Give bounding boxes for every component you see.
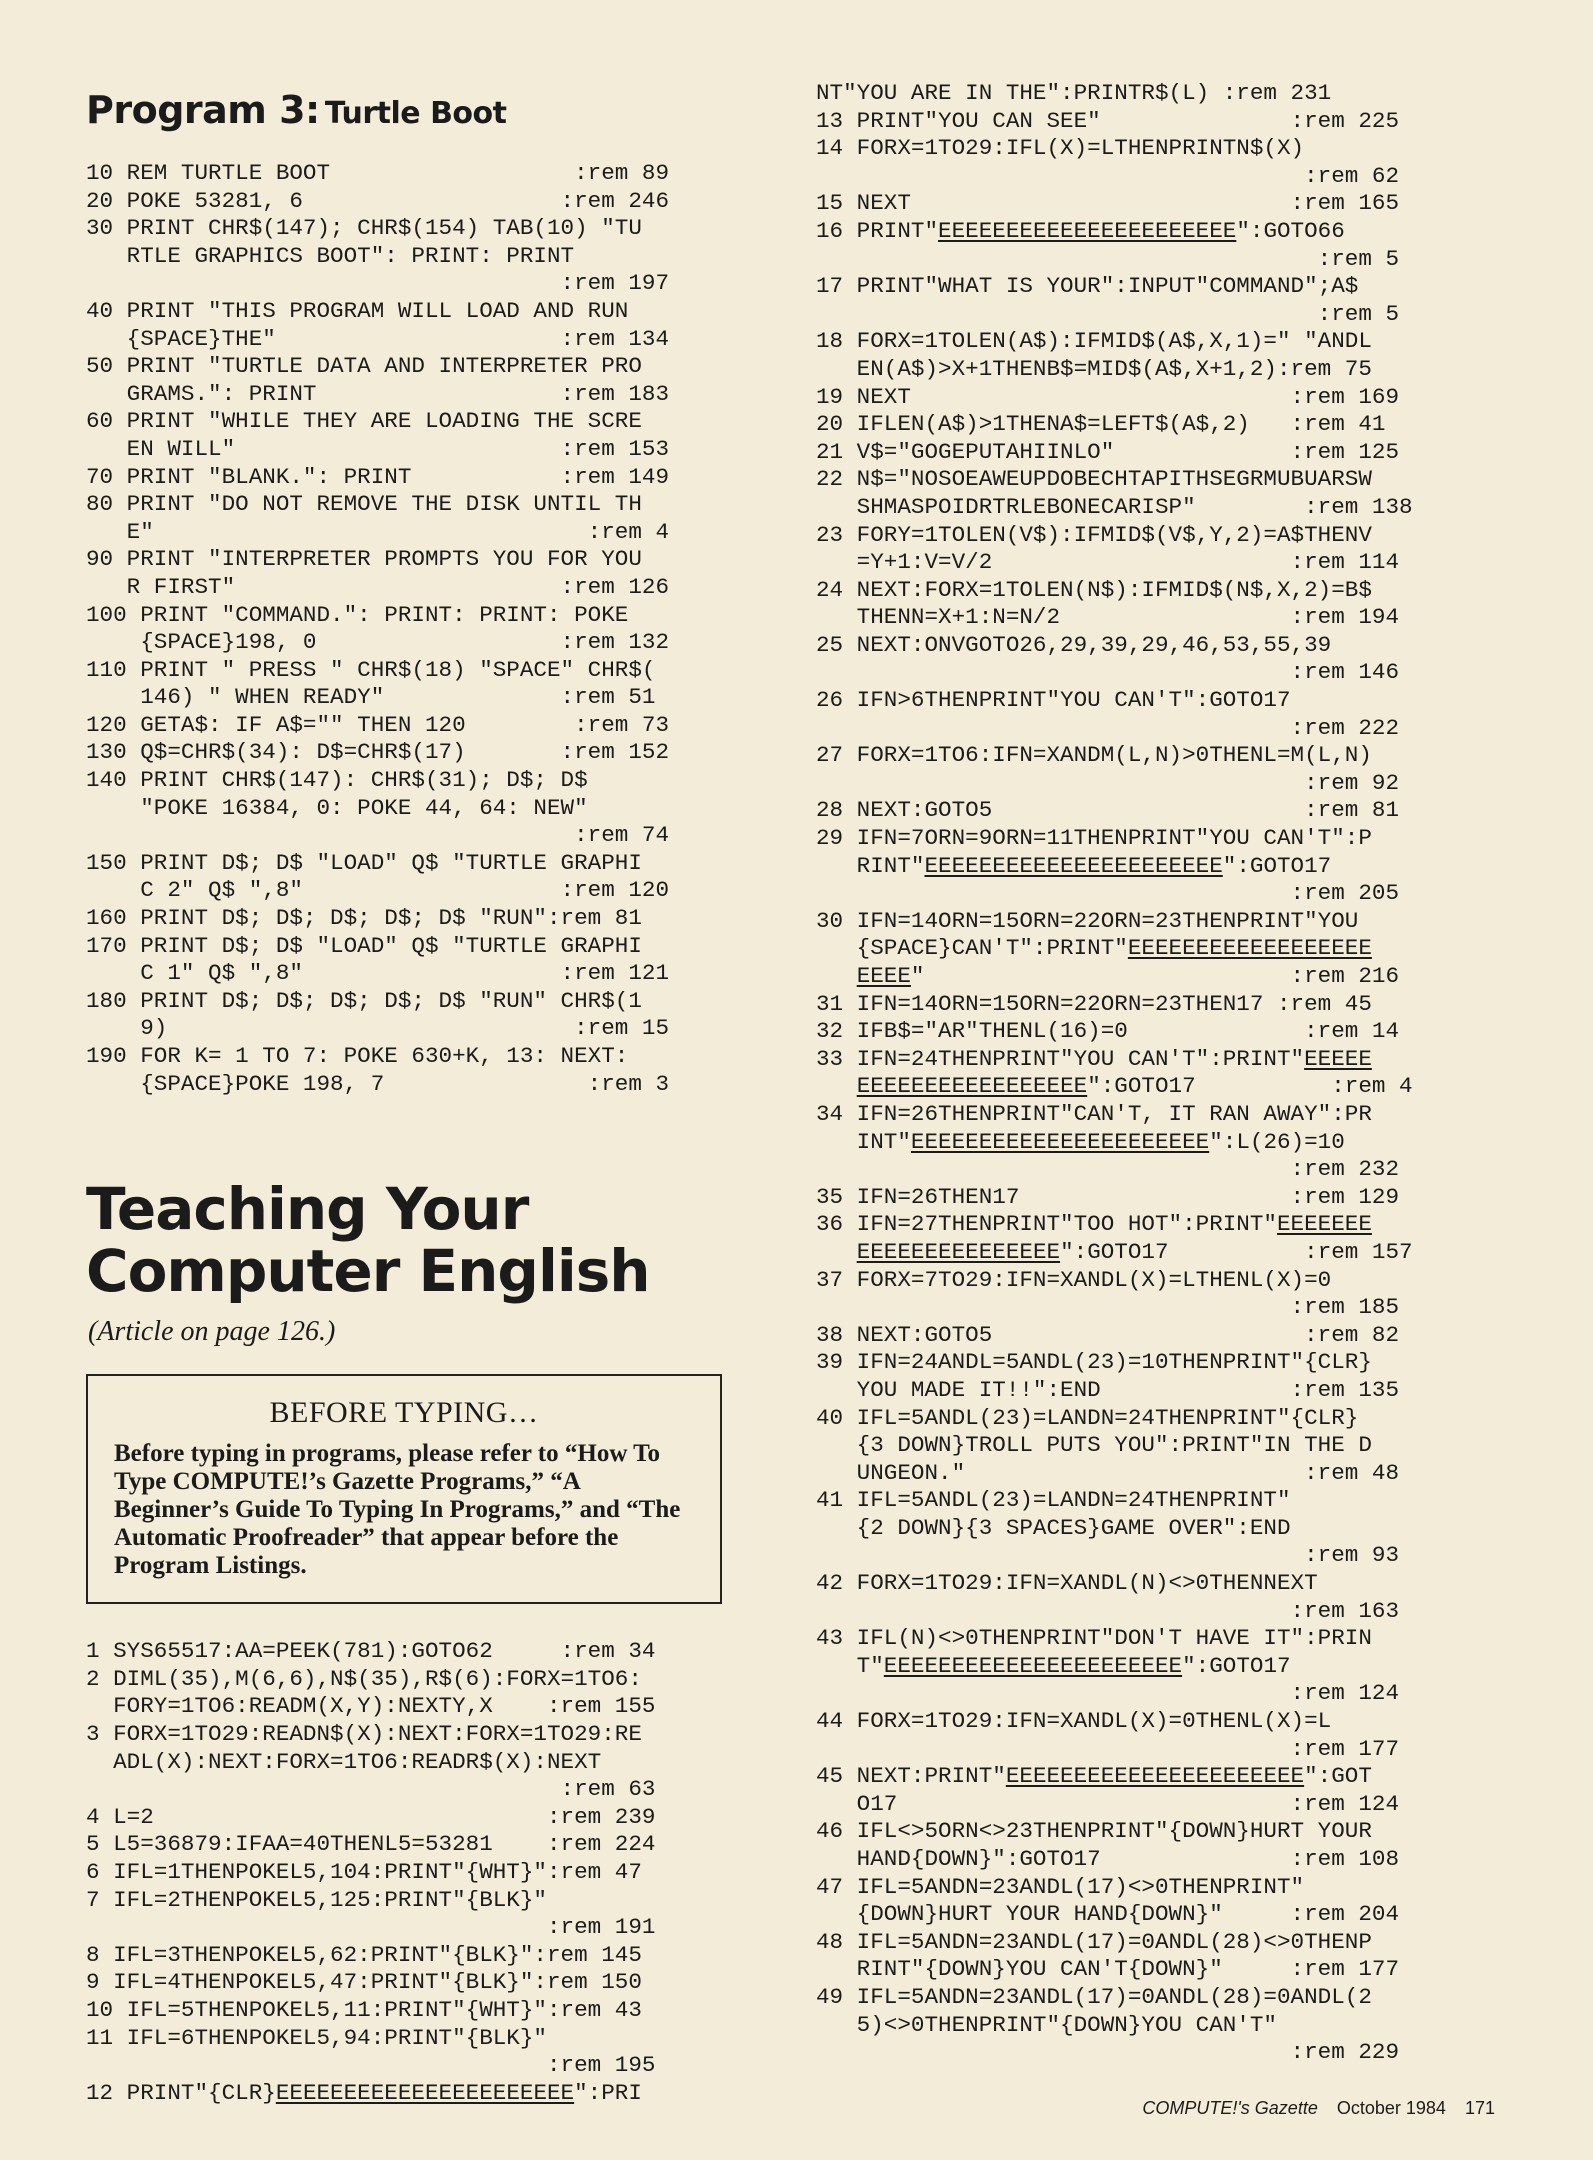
article-title-line-1: Teaching Your [86, 1175, 529, 1244]
code-line: 20 POKE 53281, 6 :rem 246 [86, 187, 670, 214]
code-line: R FIRST" :rem 126 [86, 573, 670, 600]
code-line: 150 PRINT D$; D$ "LOAD" Q$ "TURTLE GRAPHI [86, 849, 642, 876]
code-line: 40 IFL=5ANDL(23)=LANDN=24THENPRINT"{CLR} [816, 1404, 1359, 1431]
code-line: 11 IFL=6THENPOKEL5,94:PRINT"{BLK}" [86, 2024, 547, 2051]
page-footer [1142, 2098, 1495, 2119]
code-line: UNGEON." :rem 48 [816, 1459, 1400, 1486]
code-line: GRAMS.": PRINT :rem 183 [86, 380, 670, 407]
code-line: RINT"{DOWN}YOU CAN'T{DOWN}" :rem 177 [816, 1956, 1400, 1983]
code-line: HAND{DOWN}":GOTO17 :rem 108 [816, 1846, 1400, 1872]
code-line: :rem 177 [816, 1735, 1400, 1762]
code-line: O17 :rem 124 [816, 1790, 1400, 1817]
code-line: E" :rem 4 [86, 518, 670, 545]
code-line: 180 PRINT D$; D$; D$; D$; D$ "RUN" CHR$(1 [86, 987, 642, 1014]
before-typing-box [86, 1374, 722, 1604]
code-line: 35 IFN=26THEN17 :rem 129 [816, 1183, 1400, 1210]
code-line: 140 PRINT CHR$(147): CHR$(31); D$; D$ [86, 767, 588, 794]
code-line: 47 IFL=5ANDN=23ANDL(17)<>0THENPRINT" [816, 1873, 1305, 1900]
code-line: EEEE" :rem 216 [856, 963, 1400, 989]
before-typing-heading: BEFORE TYPING… [269, 1396, 539, 1430]
code-line: 39 IFN=24ANDL=5ANDL(23)=10THENPRINT"{CLR} [816, 1349, 1372, 1376]
code-line: 43 IFL(N)<>0THENPRINT"DON'T HAVE IT":PRIN [816, 1625, 1372, 1652]
code-line: {SPACE}CAN'T":PRINT"EEEEEEEEEEEEEEEEEE [816, 935, 1372, 962]
program-title-number: Program 3: [86, 88, 320, 132]
code-line: :rem 205 [816, 880, 1400, 907]
code-line: 120 GETA$: IF A$="" THEN 120 :rem 73 [86, 711, 670, 738]
code-line: 23 FORY=1TOLEN(V$):IFMID$(V$,Y,2)=A$THENV [816, 521, 1372, 548]
code-line: 26 IFN>6THENPRINT"YOU CAN'T":GOTO17 [816, 687, 1291, 714]
code-line: 16 PRINT"EEEEEEEEEEEEEEEEEEEEEE":GOTO66 [816, 217, 1345, 244]
code-line: 160 PRINT D$; D$; D$; D$; D$ "RUN":rem 81 [86, 905, 642, 932]
code-line: ADL(X):NEXT:FORX=1TO6:READR$(X):NEXT [86, 1748, 602, 1775]
code-line: 40 PRINT "THIS PROGRAM WILL LOAD AND RUN [86, 297, 629, 324]
code-line: 70 PRINT "BLANK.": PRINT :rem 149 [86, 463, 670, 490]
code-line: =Y+1:V=V/2 :rem 114 [816, 549, 1400, 576]
code-line: SHMASPOIDRTRLEBONECARISP" :rem 138 [816, 493, 1413, 520]
code-line: :rem 63 [86, 1776, 656, 1803]
code-line: 22 N$="NOSOEAWEUPDOBECHTAPITHSEGRMUBUARSW [816, 466, 1372, 493]
code-line: 170 PRINT D$; D$ "LOAD" Q$ "TURTLE GRAPHI [86, 932, 642, 959]
code-line: {3 DOWN}TROLL PUTS YOU":PRINT"IN THE D [816, 1432, 1372, 1459]
code-line: T"EEEEEEEEEEEEEEEEEEEEEE":GOTO17 [816, 1652, 1291, 1679]
code-line: NT"YOU ARE IN THE":PRINTR$(L) :rem 231 [816, 80, 1332, 106]
code-line: EEEEEEEEEEEEEEE":GOTO17 :rem 157 [856, 1238, 1413, 1265]
english-listing-left [86, 1638, 776, 2107]
code-line: :rem 195 [86, 2052, 656, 2079]
code-line: 28 NEXT:GOTO5 :rem 81 [816, 797, 1400, 824]
code-line: 48 IFL=5ANDN=23ANDL(17)=0ANDL(28)<>0THENP [816, 1928, 1372, 1955]
code-line: 10 IFL=5THENPOKEL5,11:PRINT"{WHT}":rem 43 [86, 1996, 642, 2023]
code-line: 7 IFL=2THENPOKEL5,125:PRINT"{BLK}" [86, 1886, 547, 1913]
code-line: 34 IFN=26THENPRINT"CAN'T, IT RAN AWAY":PR [816, 1100, 1372, 1127]
code-line: 46 IFL<>5ORN<>23THENPRINT"{DOWN}HURT YOUR [816, 1818, 1372, 1845]
footer-date: October 1984 [1336, 2098, 1446, 2118]
right-column [816, 80, 1496, 2067]
code-line: 24 NEXT:FORX=1TOLEN(N$):IFMID$(N$,X,2)=B$ [816, 576, 1372, 603]
code-line: :rem 222 [816, 714, 1400, 741]
before-typing-text: Before typing in programs, please refer to “How To Type COMPUTE!’s Gazette Programs,” “A Beginner’s Guide To Typing In Programs,” and “The Automatic Proofreader” that appear before the Program Listings. [114, 1440, 681, 1580]
article-title-line-2: Computer English [86, 1237, 650, 1306]
code-line: :rem 197 [86, 270, 670, 297]
code-line: 21 V$="GOGEPUTAHIINLO" :rem 125 [816, 438, 1400, 465]
code-line: 14 FORX=1TO29:IFL(X)=LTHENPRINTN$(X) [816, 135, 1305, 162]
code-line: 5)<>0THENPRINT"{DOWN}YOU CAN'T" [816, 2011, 1277, 2038]
code-line: 29 IFN=7ORN=9ORN=11THENPRINT"YOU CAN'T":P [816, 825, 1372, 852]
code-line: EN WILL" :rem 153 [86, 435, 670, 462]
code-line: :rem 124 [816, 1680, 1400, 1707]
code-line: YOU MADE IT!!":END :rem 135 [816, 1376, 1400, 1403]
code-line: 13 PRINT"YOU CAN SEE" :rem 225 [816, 107, 1400, 134]
article-title [86, 1175, 776, 1306]
code-line: 110 PRINT " PRESS " CHR$(18) "SPACE" CHR$( [86, 656, 656, 683]
code-line: 8 IFL=3THENPOKEL5,62:PRINT"{BLK}":rem 145 [86, 1941, 642, 1968]
code-line: RINT"EEEEEEEEEEEEEEEEEEEEEE":GOTO17 [816, 852, 1332, 879]
code-line: 50 PRINT "TURTLE DATA AND INTERPRETER PRO [86, 353, 642, 380]
code-line: C 1" Q$ ",8" :rem 121 [86, 960, 670, 987]
code-line: 130 Q$=CHR$(34): D$=CHR$(17) :rem 152 [86, 739, 670, 766]
code-line: 42 FORX=1TO29:IFN=XANDL(N)<>0THENNEXT [816, 1570, 1318, 1597]
code-line: 5 L5=36879:IFAA=40THENL5=53281 :rem 224 [86, 1831, 656, 1858]
code-line: {2 DOWN}{3 SPACES}GAME OVER":END [816, 1514, 1291, 1541]
code-line: 4 L=2 :rem 239 [86, 1803, 656, 1830]
code-line: 100 PRINT "COMMAND.": PRINT: PRINT: POKE [86, 601, 629, 628]
code-line: :rem 146 [816, 659, 1400, 686]
code-line: {DOWN}HURT YOUR HAND{DOWN}" :rem 204 [816, 1901, 1400, 1928]
code-line: :rem 5 [816, 245, 1400, 272]
code-line: 37 FORX=7TO29:IFN=XANDL(X)=LTHENL(X)=0 [816, 1266, 1332, 1293]
code-line: 18 FORX=1TOLEN(A$):IFMID$(A$,X,1)=" "ANDL [816, 328, 1372, 355]
code-line: EN(A$)>X+1THENB$=MID$(A$,X+1,2):rem 75 [816, 355, 1372, 382]
code-line: EEEEEEEEEEEEEEEEE":GOTO17 :rem 4 [856, 1073, 1413, 1100]
code-line: FORY=1TO6:READM(X,Y):NEXTY,X :rem 155 [86, 1693, 656, 1720]
code-line: {SPACE}THE" :rem 134 [86, 325, 670, 352]
code-line: 6 IFL=1THENPOKEL5,104:PRINT"{WHT}":rem 47 [86, 1858, 642, 1885]
code-line: 3 FORX=1TO29:READN$(X):NEXT:FORX=1TO29:RE [86, 1720, 642, 1747]
article-reference: (Article on page 126.) [88, 1316, 336, 1348]
code-line: 38 NEXT:GOTO5 :rem 82 [816, 1321, 1400, 1348]
code-line: :rem 163 [816, 1597, 1400, 1624]
code-line: :rem 93 [816, 1542, 1400, 1569]
code-line: :rem 92 [816, 769, 1400, 796]
code-line: :rem 74 [86, 822, 670, 849]
code-line: {SPACE}198, 0 :rem 132 [86, 629, 670, 656]
code-line: 12 PRINT"{CLR}EEEEEEEEEEEEEEEEEEEEEE":PRI [86, 2079, 642, 2106]
code-line: :rem 62 [816, 162, 1400, 189]
code-line: RTLE GRAPHICS BOOT": PRINT: PRINT [86, 242, 575, 269]
footer-page-number: 171 [1464, 2098, 1495, 2118]
code-line: 2 DIML(35),M(6,6),N$(35),R$(6):FORX=1TO6: [86, 1665, 642, 1692]
english-listing-right [816, 80, 1496, 2067]
code-line: 27 FORX=1TO6:IFN=XANDM(L,N)>0THENL=M(L,N) [816, 742, 1372, 769]
code-line: 30 PRINT CHR$(147); CHR$(154) TAB(10) "TU [86, 215, 642, 242]
code-line: "POKE 16384, 0: POKE 44, 64: NEW" [86, 794, 588, 821]
code-line: 9) :rem 15 [86, 1015, 670, 1042]
code-line: THENN=X+1:N=N/2 :rem 194 [816, 604, 1400, 631]
code-line: 41 IFL=5ANDL(23)=LANDN=24THENPRINT" [816, 1487, 1291, 1514]
program-title-name: Turtle Boot [324, 96, 507, 131]
code-line: 33 IFN=24THENPRINT"YOU CAN'T":PRINT"EEEEE [816, 1045, 1372, 1072]
code-line: 30 IFN=14ORN=15ORN=22ORN=23THENPRINT"YOU [816, 907, 1359, 934]
code-line: 20 IFLEN(A$)>1THENA$=LEFT$(A$,2) :rem 41 [816, 411, 1386, 438]
code-line: 25 NEXT:ONVGOTO26,29,39,29,46,53,55,39 [816, 631, 1332, 658]
code-line: :rem 232 [816, 1156, 1400, 1183]
program-title [86, 88, 776, 132]
code-line: 19 NEXT :rem 169 [816, 383, 1400, 410]
code-line: 31 IFN=14ORN=15ORN=22ORN=23THEN17 :rem 45 [816, 990, 1372, 1017]
code-line: 9 IFL=4THENPOKEL5,47:PRINT"{BLK}":rem 150 [86, 1969, 642, 1996]
code-line: {SPACE}POKE 198, 7 :rem 3 [86, 1070, 670, 1097]
code-line: 17 PRINT"WHAT IS YOUR":INPUT"COMMAND";A$ [816, 273, 1359, 300]
code-line: 44 FORX=1TO29:IFN=XANDL(X)=0THENL(X)=L [816, 1708, 1332, 1735]
code-line: :rem 5 [816, 300, 1400, 327]
code-line: 32 IFB$="AR"THENL(16)=0 :rem 14 [816, 1018, 1400, 1045]
code-line: 190 FOR K= 1 TO 7: POKE 630+K, 13: NEXT: [86, 1043, 629, 1069]
code-line: 49 IFL=5ANDN=23ANDL(17)=0ANDL(28)=0ANDL(2 [816, 1983, 1372, 2010]
code-line: 15 NEXT :rem 165 [816, 190, 1400, 217]
code-line: 1 SYS65517:AA=PEEK(781):GOTO62 :rem 34 [86, 1638, 656, 1665]
code-line: 60 PRINT "WHILE THEY ARE LOADING THE SCRE [86, 408, 642, 435]
code-line: :rem 229 [816, 2039, 1400, 2066]
code-line: 36 IFN=27THENPRINT"TOO HOT":PRINT"EEEEEEE [816, 1211, 1372, 1238]
code-line: 90 PRINT "INTERPRETER PROMPTS YOU FOR YOU [86, 546, 642, 573]
code-line: 80 PRINT "DO NOT REMOVE THE DISK UNTIL TH [86, 491, 642, 518]
footer-magazine: COMPUTE!'s Gazette [1142, 2098, 1318, 2118]
code-line: C 2" Q$ ",8" :rem 120 [86, 877, 670, 904]
left-column [86, 80, 776, 2107]
program-3-listing [86, 160, 776, 1098]
code-line: 146) " WHEN READY" :rem 51 [86, 684, 656, 711]
code-line: 10 REM TURTLE BOOT :rem 89 [86, 160, 670, 186]
code-line: 45 NEXT:PRINT"EEEEEEEEEEEEEEEEEEEEEE":GOT [816, 1763, 1372, 1790]
code-line: :rem 191 [86, 1914, 656, 1941]
code-line: :rem 185 [816, 1294, 1400, 1321]
code-line: INT"EEEEEEEEEEEEEEEEEEEEEE":L(26)=10 [816, 1128, 1345, 1155]
